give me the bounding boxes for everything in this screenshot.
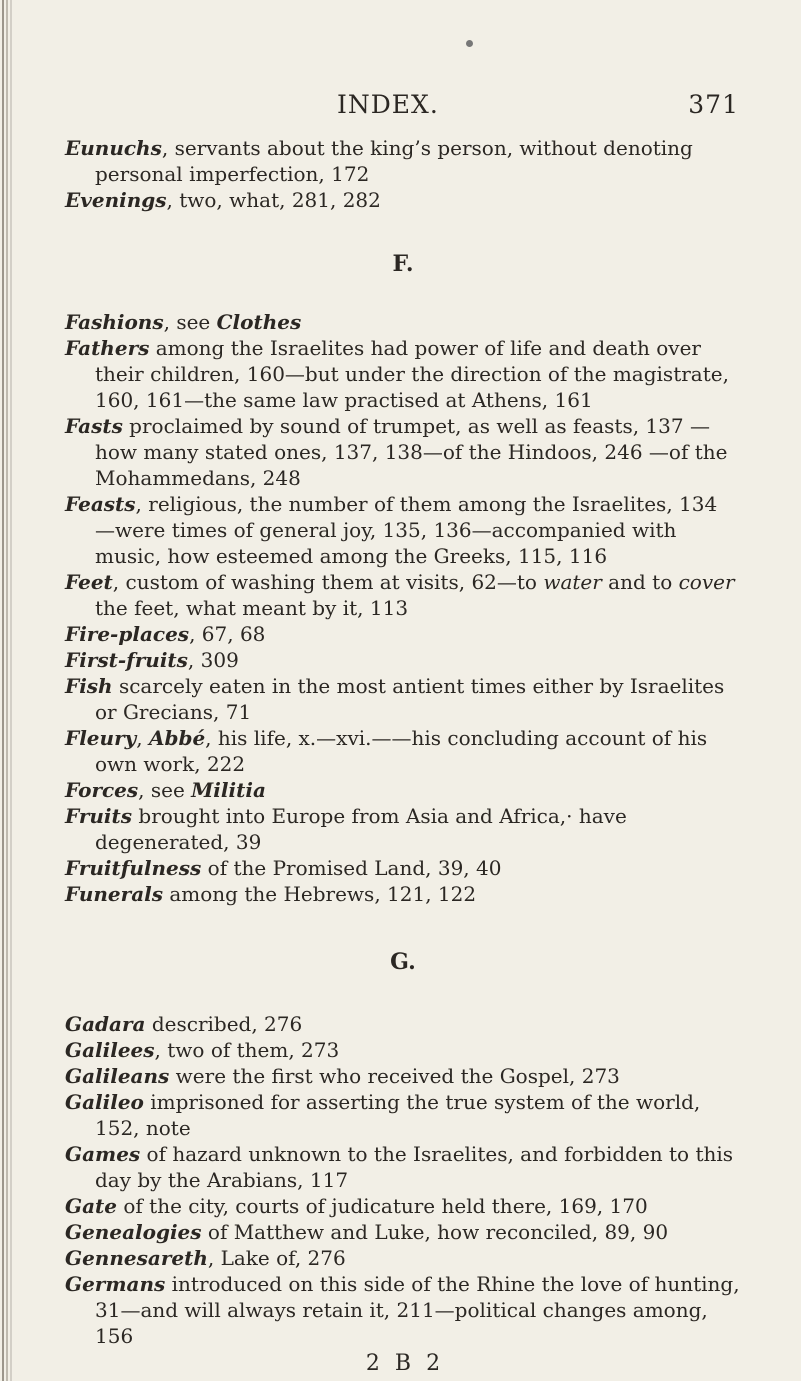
page-number: 371 xyxy=(688,90,739,119)
index-entry: Fashions, see Clothes xyxy=(65,310,302,334)
index-entry: Gennesareth, Lake of, 276 xyxy=(65,1246,346,1270)
index-entry: Fleury, Abbé, his life, x.—xvi.——his concluding account of his own work, 222 xyxy=(65,726,708,776)
index-content xyxy=(65,135,741,1376)
index-entry: Forces, see Militia xyxy=(65,778,266,802)
index-entry: Galilees, two of them, 273 xyxy=(65,1038,340,1062)
index-entry: Fruitfulness of the Promised Land, 39, 40 xyxy=(65,856,502,880)
index-entry: Fasts proclaimed by sound of trumpet, as well as feasts, 137 —how many stated ones, 137, 138—of the Hindoos, 246 —of the Mohammedans, 248 xyxy=(65,414,728,490)
signature-mark: 2 B 2 xyxy=(365,1351,445,1376)
index-entry: Fish scarcely eaten in the most antient times either by Israelites or Grecians, 71 xyxy=(65,674,725,724)
index-entry: Galileo imprisoned for asserting the true system of the world, 152, note xyxy=(65,1090,701,1140)
index-entry: Feet, custom of washing them at visits, 62—to water and to cover the feet, what meant by it, 113 xyxy=(65,570,735,620)
ink-dot xyxy=(466,40,473,47)
page-edge-line xyxy=(2,0,4,1381)
index-entry: Galileans were the first who received the Gospel, 273 xyxy=(65,1064,620,1088)
index-entry: Feasts, religious, the number of them among the Israelites, 134 —were times of general joy, 135, 136—accompanied with music, how esteemed among the Greeks, 115, 116 xyxy=(65,492,718,568)
section-letter-f: F. xyxy=(392,251,414,277)
section-letter-g: G. xyxy=(390,949,416,975)
index-entry: Eunuchs, servants about the king’s person, without denoting personal imperfection, 172 xyxy=(65,136,693,186)
index-entry: First-fruits, 309 xyxy=(65,648,239,672)
page-edge-line xyxy=(6,0,8,1381)
running-title: INDEX. xyxy=(337,90,439,119)
index-entry: Fathers among the Israelites had power of life and death over their children, 160—but under the direction of the magistrate, 160, 161—the same law practised at Athens, 161 xyxy=(65,336,729,412)
index-entry: Fire-places, 67, 68 xyxy=(65,622,266,646)
index-entry: Germans introduced on this side of the Rhine the love of hunting, 31—and will always retain it, 211—political changes among, 156 xyxy=(65,1272,740,1348)
index-entry: Gate of the city, courts of judicature held there, 169, 170 xyxy=(65,1194,648,1218)
index-entry: Genealogies of Matthew and Luke, how reconciled, 89, 90 xyxy=(65,1220,669,1244)
index-entry: Games of hazard unknown to the Israelites, and forbidden to this day by the Arabians, 117 xyxy=(65,1142,734,1192)
page-edge-line xyxy=(10,0,12,1381)
index-entry: Gadara described, 276 xyxy=(65,1012,303,1036)
index-entry: Funerals among the Hebrews, 121, 122 xyxy=(65,882,477,906)
index-entry: Fruits brought into Europe from Asia and Africa,· have degenerated, 39 xyxy=(65,804,627,854)
page-header xyxy=(65,90,739,130)
index-entry: Evenings, two, what, 281, 282 xyxy=(65,188,381,212)
